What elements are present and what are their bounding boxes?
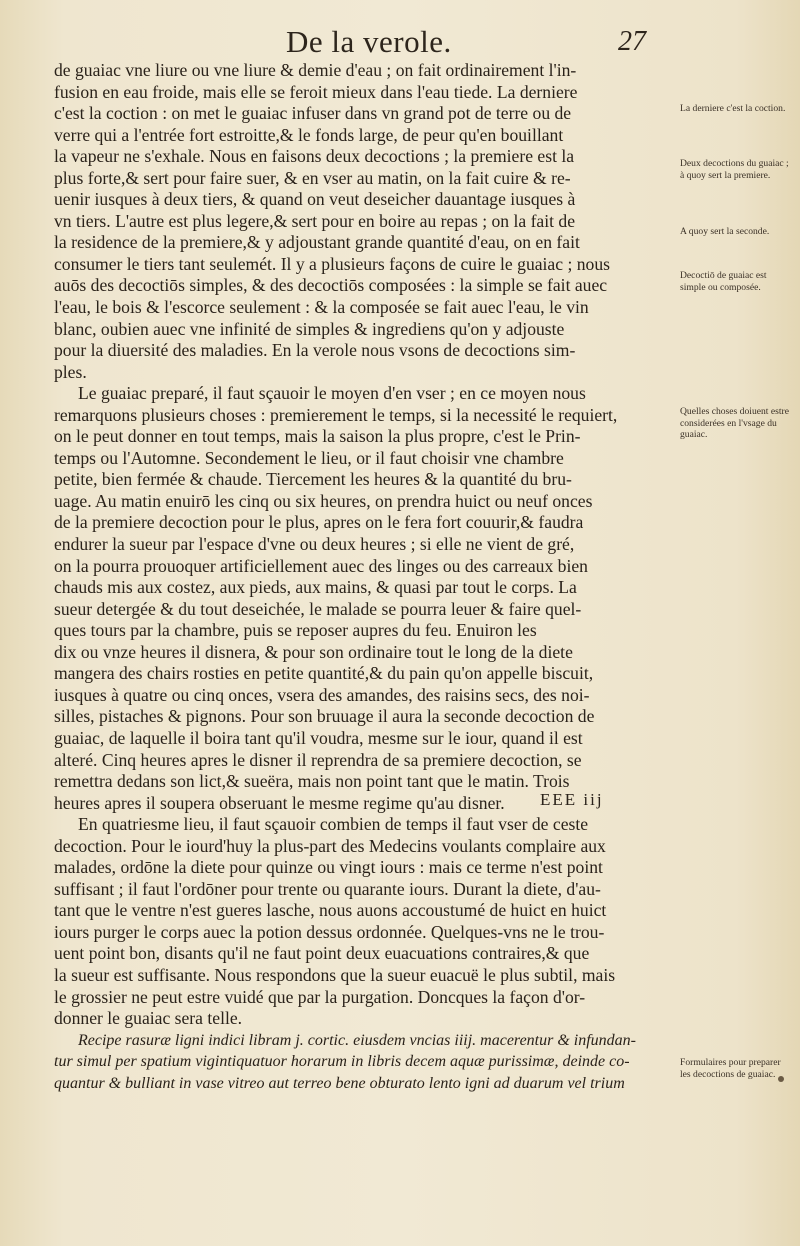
text-line: on le peut donner en tout temps, mais la saison la plus propre, c'est le Prin- [54,426,581,447]
text-line: la sueur est suffisante. Nous respondons que la sueur euacuë le plus subtil, mais [54,964,616,985]
text-line: on la pourra prouoquer artificiellement auec des linges ou des carreaux bien [54,555,588,576]
margin-note: A quoy sert la seconde. [680,226,770,237]
margin-note: La derniere c'est la coction. [680,103,786,114]
text-line: malades, ordōne la diete pour quinze ou vingt iours : mais ce terme n'est point [54,857,603,878]
text-line: la vapeur ne s'exhale. Nous en faisons deux decoctions ; la premiere est la [54,146,575,167]
margin-note: Deux decoctions du guaiac ; à quoy sert la premiere. [680,158,789,181]
text-line: heures apres il soupera obseruant le mesme regime qu'au disner. [54,792,505,813]
text-line: mangera des chairs rosties en petite quantité,& du pain qu'on appelle biscuit, [54,663,594,684]
text-line: remettra dedans son lict,& sueëra, mais non point tant que le matin. Trois [54,771,570,792]
recipe-block [54,1030,674,1095]
text-line: auōs des decoctiōs simples, & des decoctiōs composées : la simple se fait auec [54,275,608,296]
text-line: plus forte,& sert pour faire suer, & en vser au matin, on la fait cuire & re- [54,167,571,188]
text-line: remarquons plusieurs choses : premierement le temps, si la necessité le requiert, [54,404,618,425]
signature-mark: EEE iij [540,790,604,809]
text-line: la residence de la premiere,& y adjoustant grande quantité d'eau, on en fait [54,232,580,253]
text-line: de la premiere decoction pour le plus, apres on le fera fort couurir,& faudra [54,512,584,533]
printer-ornament [778,1076,784,1082]
text-line: endurer la sueur par l'espace d'vne ou deux heures ; si elle ne vient de gré, [54,534,575,555]
text-line: uage. Au matin enuirō les cinq ou six heures, on prendra huict ou neuf onces [54,490,593,511]
recipe-line: tur simul per spatium vigintiquatuor horarum in libris decem aquæ purissimæ, deinde co- [54,1053,630,1071]
text-line: de guaiac vne liure ou vne liure & demie d'eau ; on fait ordinairement l'in- [54,60,577,80]
text-line: iusques à quatre ou cinq onces, vsera des amandes, des raisins secs, des noi- [54,684,590,705]
text-line: iours purger le corps auec la potion dessus ordonnée. Quelques-vns ne le trou- [54,921,605,942]
text-line: blanc, oubien auec vne infinité de simples & ingrediens qu'on y adjouste [54,318,565,339]
margin-note: Formulaires pour preparer les decoctions de guaiac. [680,1057,781,1080]
body-text [54,60,674,1094]
paragraph-start-line: Le guaiac preparé, il faut sçauoir le moyen d'en vser ; en ce moyen nous [78,383,586,404]
text-line: chauds mis aux costez, aux pieds, aux mains, & quasi par tout le corps. La [54,577,577,598]
text-line: verre qui a l'entrée fort estroitte,& le fonds large, de peur qu'en bouillant [54,124,564,145]
text-line: temps ou l'Automne. Secondement le lieu, or il faut choisir vne chambre [54,447,564,468]
paragraph-start-line: En quatriesme lieu, il faut sçauoir combien de temps il faut vser de ceste [78,814,589,835]
text-line: petite, bien fermée & chaude. Tiercement les heures & la quantité du bru- [54,469,572,490]
text-line: pour la diuersité des maladies. En la verole nous vsons de decoctions sim- [54,340,576,361]
text-line: ples. [54,361,87,382]
text-line: le grossier ne peut estre vuidé que par la purgation. Doncques la façon d'or- [54,986,586,1007]
recipe-line: Recipe rasuræ ligni indici libram j. cortic. eiusdem vncias iiij. macerentur & infundan- [78,1031,636,1049]
text-line: silles, pistaches & pignons. Pour son bruuage il aura la seconde decoction de [54,706,595,727]
text-line: decoction. Pour le iourd'huy la plus-part des Medecins voulants complaire aux [54,835,606,856]
text-line: suffisant ; il faut l'ordōner pour trente ou quarante iours. Durant la diete, d'au- [54,878,601,899]
running-title: De la verole. [286,24,452,59]
page-number: 27 [618,26,646,57]
text-line: l'eau, le bois & l'escorce seulement : & la composée se fait auec l'eau, le vin [54,297,589,318]
text-line: vn tiers. L'autre est plus legere,& sert pour en boire au repas ; on la fait de [54,210,576,231]
text-line: sueur detergée & du tout deseichée, le malade se pourra leuer & faire quel- [54,598,582,619]
text-line: ques tours par la chambre, puis se reposer aupres du feu. Enuiron les [54,620,537,641]
text-line: consumer le tiers tant seulemét. Il y a plusieurs façons de cuire le guaiac ; nous [54,253,610,274]
margin-note: Quelles choses doiuent estre considerées en l'vsage du guaiac. [680,406,789,440]
margin-note: Decoctiō de guaiac est simple ou composée. [680,270,767,293]
text-line: dix ou vnze heures il disnera, & pour son ordinaire tout le long de la diete [54,641,573,662]
text-line: guaiac, de laquelle il boira tant qu'il voudra, mesme sur le iour, quand il est [54,727,583,748]
recipe-line: quantur & bulliant in vase vitreo aut terreo bene obturato lento igni ad duarum vel trium [54,1074,625,1092]
text-line: donner le guaiac sera telle. [54,1008,243,1029]
text-line: alteré. Cinq heures apres le disner il reprendra de sa premiere decoction, se [54,749,582,770]
text-line: uenir iusques à deux tiers, & quand on veut deseicher dauantage iusques à [54,189,576,210]
text-line: tant que le ventre n'est gueres lasche, nous auons accoustumé de huict en huict [54,900,607,921]
text-line: uent point bon, disants qu'il ne faut point deux euacuations contraires,& que [54,943,590,964]
text-line: fusion en eau froide, mais elle se feroit mieux dans l'eau tiede. La derniere [54,81,578,102]
text-line: c'est la coction : on met le guaiac infuser dans vn grand pot de terre ou de [54,103,572,124]
